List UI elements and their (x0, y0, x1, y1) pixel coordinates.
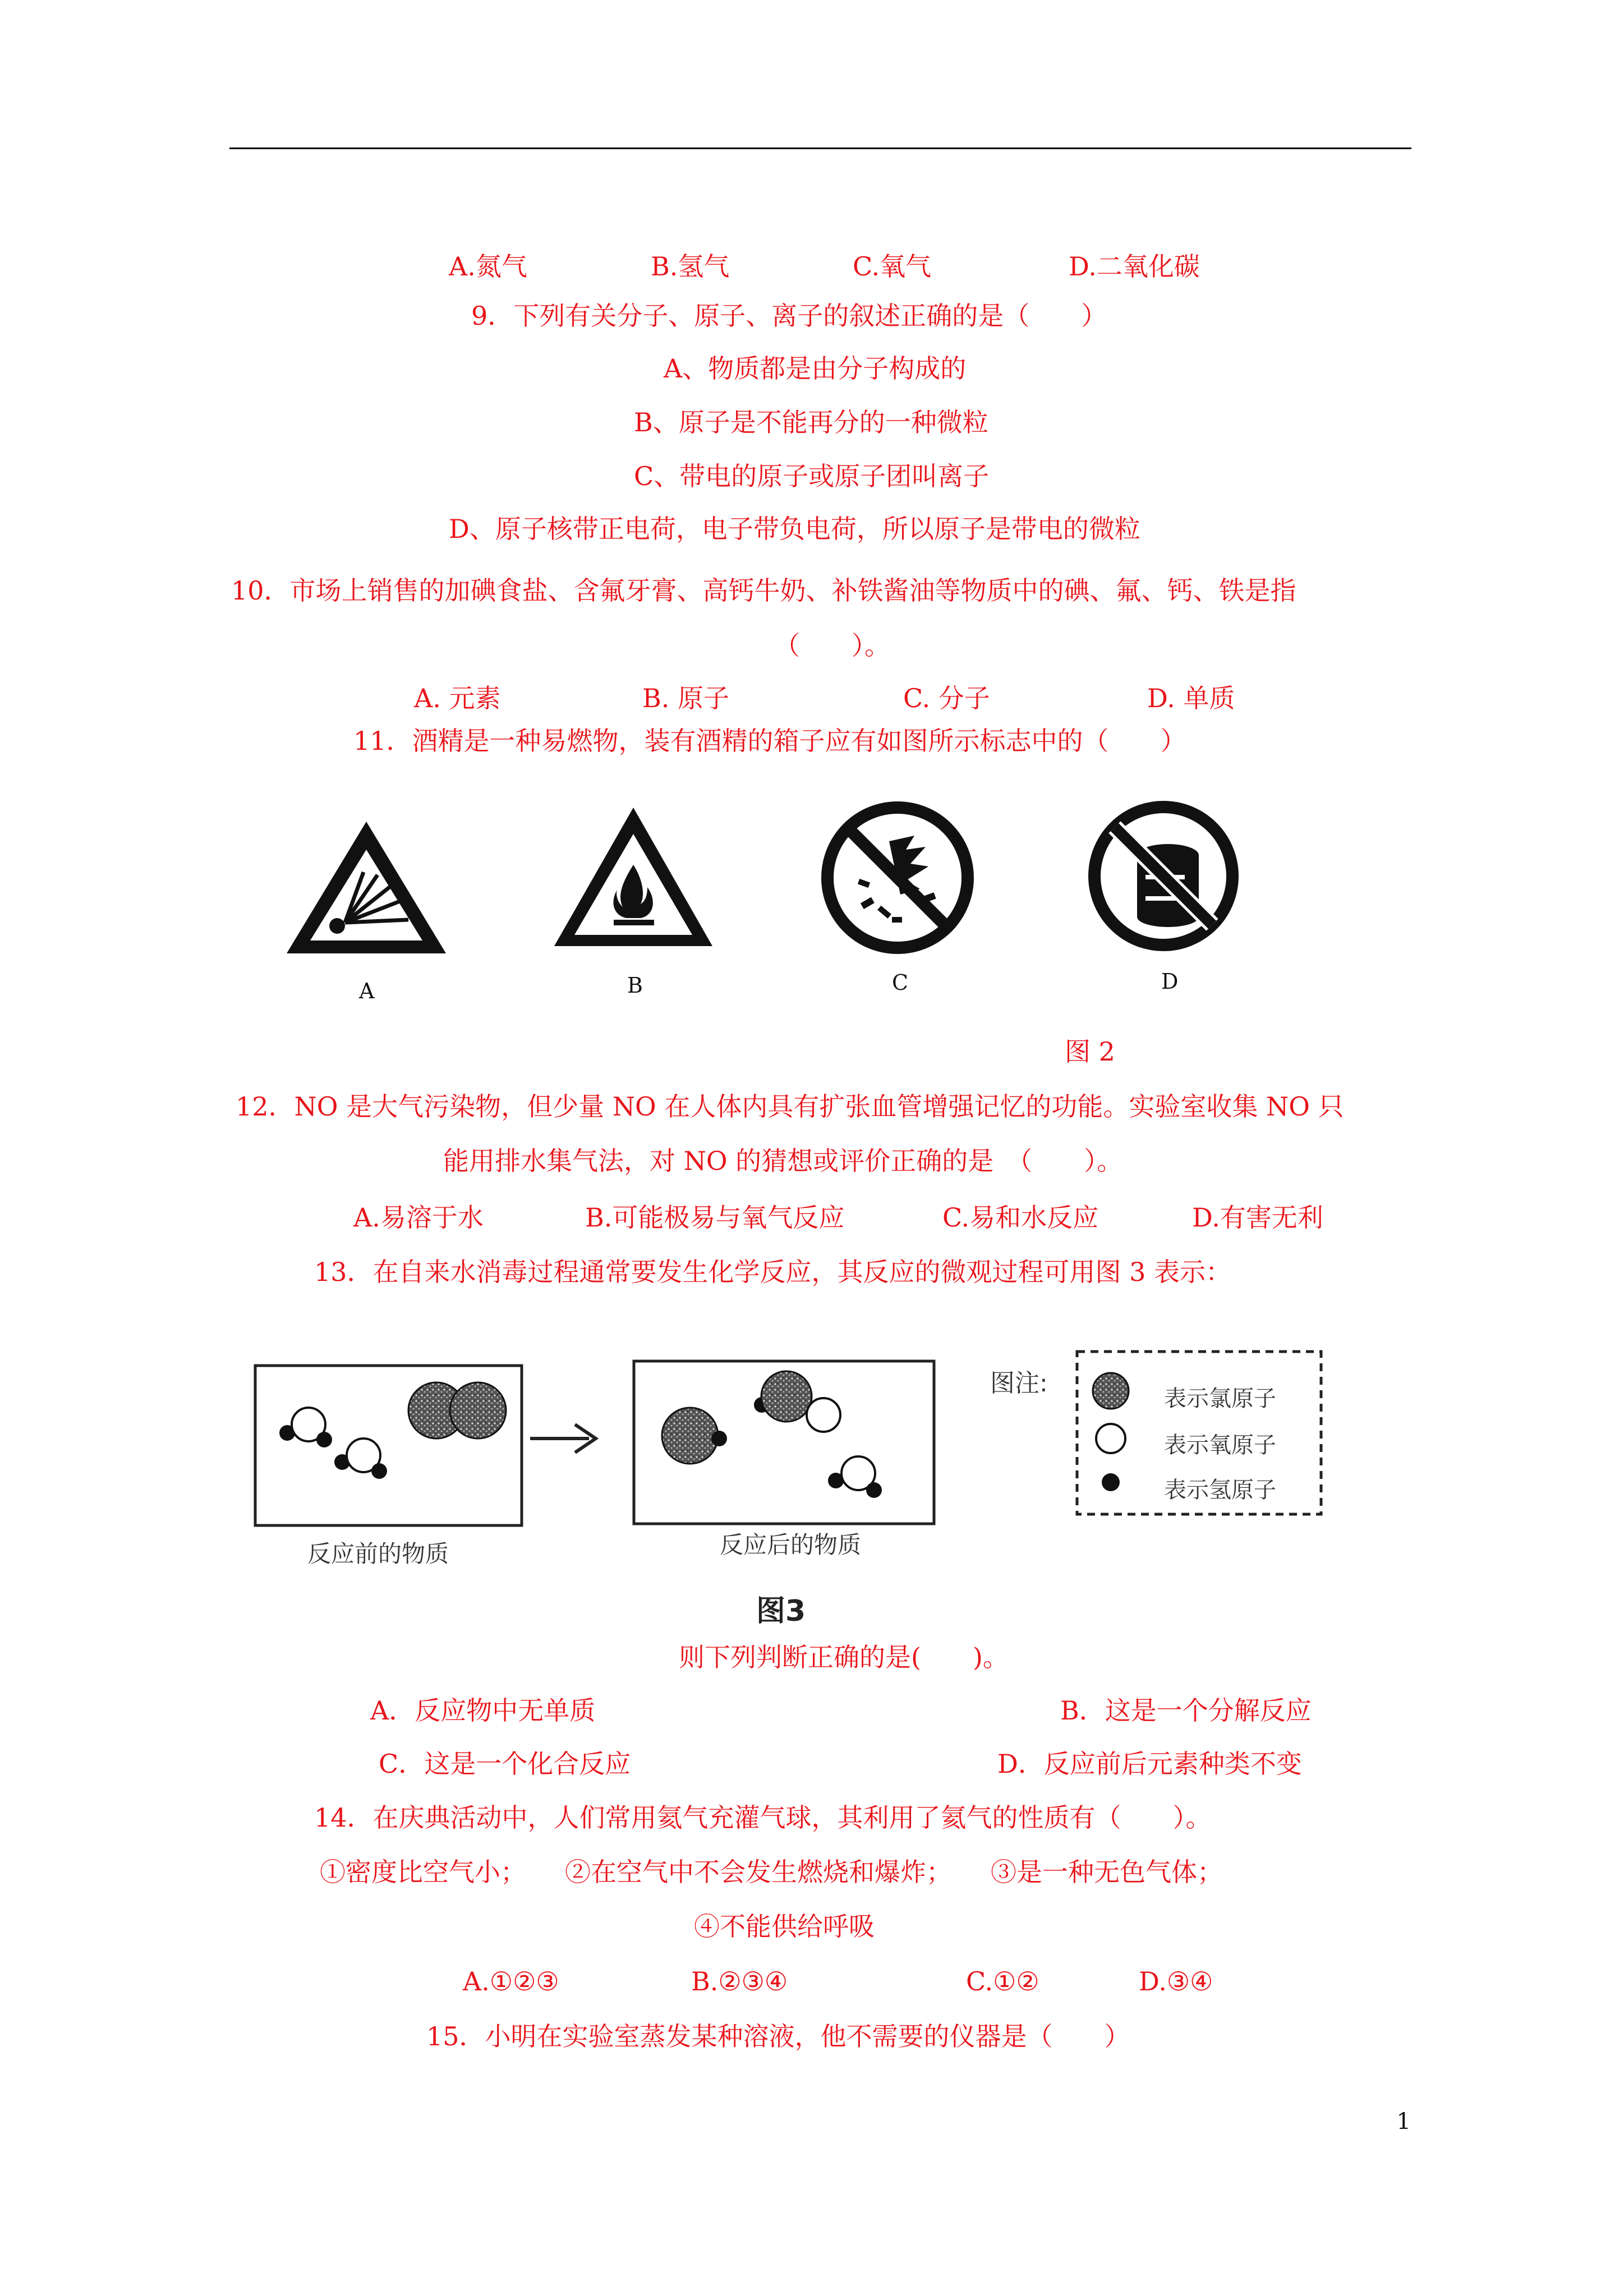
q9-option-a: A、物质都是由分子构成的 (664, 353, 967, 384)
q12-option-d: D.有害无利 (1192, 1202, 1323, 1233)
q9-option-b: B、原子是不能再分的一种微粒 (634, 407, 988, 437)
q12-option-c: C.易和水反应 (942, 1202, 1099, 1233)
q10-stem-line2: （ ）。 (774, 630, 890, 661)
sign-label-b: B (627, 973, 643, 998)
q8-option-d: D.二氧化碳 (1069, 251, 1200, 282)
q15-stem: 15．小明在实验室蒸发某种溶液，他不需要的仪器是（ ） (426, 2021, 1130, 2051)
explosive-sign-icon (282, 816, 450, 962)
q9-option-c: C、带电的原子或原子团叫离子 (634, 461, 990, 491)
q13-stem: 13．在自来水消毒过程通常要发生化学反应，其反应的微观过程可用图 3 表示： (314, 1257, 1232, 1287)
q8-option-c: C.氧气 (853, 251, 932, 282)
q14-properties-line1: ①密度比空气小； ②在空气中不会发生燃烧和爆炸； ③是一种无色气体； (320, 1857, 1223, 1887)
q13-ask: 则下列判断正确的是( )。 (679, 1642, 1009, 1672)
q12-option-a: A.易溶于水 (353, 1202, 484, 1233)
q10-stem-line1: 10．市场上销售的加碘食盐、含氟牙膏、高钙牛奶、补铁酱油等物质中的碘、氟、钙、铁是指 (231, 575, 1296, 606)
sign-label-c: C (892, 970, 909, 995)
q14-stem: 14．在庆典活动中，人们常用氦气充灌气球，其利用了氦气的性质有（ ）。 (314, 1802, 1212, 1833)
figure-2-caption: 图 2 (1065, 1036, 1115, 1067)
q10-option-d: D. 单质 (1147, 683, 1235, 713)
q13-option-b: B．这是一个分解反应 (1060, 1695, 1312, 1726)
sign-label-a: A (359, 979, 375, 1003)
q14-option-c: C.①② (966, 1966, 1039, 1997)
legend-chlorine: 表示氯原子 (1164, 1386, 1276, 1412)
flammable-sign-icon (551, 803, 716, 955)
q13-option-d: D．反应前后元素种类不变 (997, 1749, 1302, 1779)
q8-option-a: A.氮气 (449, 251, 527, 282)
sign-label-d: D (1161, 969, 1179, 994)
q13-option-a: A．反应物中无单质 (370, 1695, 596, 1726)
q13-option-c: C．这是一个化合反应 (379, 1749, 631, 1779)
figure-3-caption: 图3 (756, 1594, 806, 1628)
q11-stem: 11．酒精是一种易燃物，装有酒精的箱子应有如图所示标志中的（ ） (353, 726, 1186, 756)
no-barrel-sign-icon (1084, 796, 1244, 956)
q10-option-c: C. 分子 (903, 683, 990, 713)
q10-option-b: B. 原子 (642, 683, 730, 713)
page-number: 1 (1396, 2109, 1411, 2134)
header-rule (229, 147, 1411, 149)
q9-stem: 9．下列有关分子、原子、离子的叙述正确的是（ ） (471, 301, 1107, 331)
q12-stem-line1: 12．NO 是大气污染物，但少量 NO 在人体内具有扩张血管增强记忆的功能。实验室收集 NO 只 (236, 1091, 1344, 1122)
before-label: 反应前的物质 (307, 1540, 449, 1567)
q14-option-a: A.①②③ (463, 1966, 559, 1997)
no-fireworks-sign-icon (816, 796, 979, 959)
q8-option-b: B.氢气 (651, 251, 730, 282)
q12-option-b: B.可能极易与氧气反应 (585, 1202, 845, 1233)
q14-option-b: B.②③④ (691, 1966, 788, 1997)
q12-stem-line2: 能用排水集气法，对 NO 的猜想或评价正确的是 （ ）。 (443, 1146, 1123, 1176)
legend-title: 图注: (990, 1369, 1048, 1398)
q14-option-d: D.③④ (1139, 1966, 1213, 1997)
q9-option-d: D、原子核带正电荷，电子带负电荷，所以原子是带电的微粒 (449, 514, 1140, 544)
legend-oxygen: 表示氧原子 (1164, 1432, 1276, 1458)
after-label: 反应后的物质 (720, 1531, 862, 1559)
q14-properties-line2: ④不能供给呼吸 (694, 1911, 875, 1942)
legend-hydrogen: 表示氢原子 (1164, 1477, 1276, 1503)
q10-option-a: A. 元素 (414, 683, 501, 713)
